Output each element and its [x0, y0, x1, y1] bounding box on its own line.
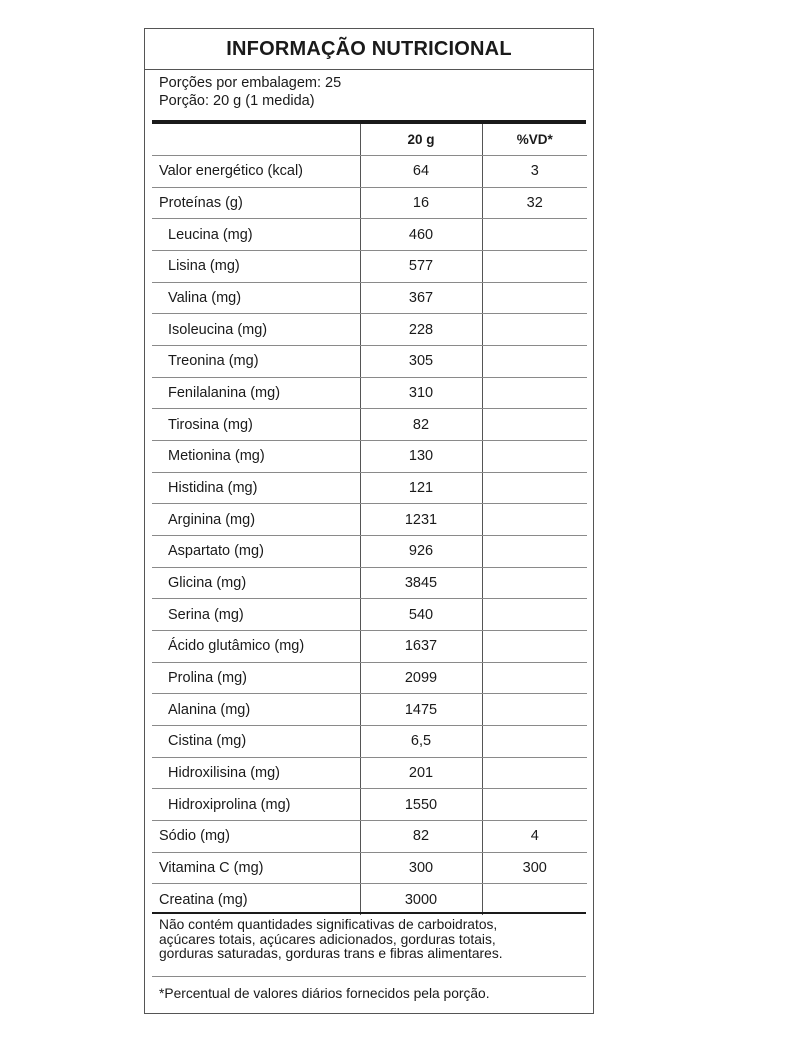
nutrient-daily-value	[482, 599, 587, 631]
nutrient-amount: 82	[360, 409, 482, 441]
table-row	[152, 631, 587, 663]
nutrient-name: Hidroxiprolina (mg)	[152, 789, 360, 821]
bottom-divider	[152, 912, 586, 914]
nutrient-daily-value: 3	[482, 156, 587, 188]
nutrient-name: Serina (mg)	[152, 599, 360, 631]
nutrient-daily-value	[482, 662, 587, 694]
note-line: açúcares totais, açúcares adicionados, gorduras totais,	[159, 931, 496, 947]
nutrient-name: Lisina (mg)	[152, 251, 360, 283]
table-row	[152, 472, 587, 504]
nutrient-daily-value	[482, 536, 587, 568]
table-row	[152, 441, 587, 473]
nutrient-daily-value	[482, 567, 587, 599]
nutrient-name: Isoleucina (mg)	[152, 314, 360, 346]
nutrient-daily-value: 32	[482, 187, 587, 219]
nutrient-daily-value	[482, 789, 587, 821]
table-row	[152, 156, 587, 188]
nutrient-name: Creatina (mg)	[159, 891, 248, 908]
table-row	[152, 599, 587, 631]
nutrient-amount: 16	[360, 187, 482, 219]
nutrient-name: Hidroxilisina (mg)	[152, 757, 360, 789]
table-row	[152, 251, 587, 283]
nutrient-daily-value	[482, 219, 587, 251]
header-nutrient	[152, 124, 360, 156]
table-header-row	[152, 124, 587, 156]
serving-size: Porção: 20 g (1 medida)	[159, 93, 315, 109]
header-serving: 20 g	[360, 124, 482, 156]
table-row	[152, 282, 587, 314]
table-row	[152, 694, 587, 726]
nutrient-daily-value	[482, 314, 587, 346]
nutrient-name: Fenilalanina (mg)	[152, 377, 360, 409]
nutrient-daily-value	[482, 441, 587, 473]
nutrient-name: Tirosina (mg)	[152, 409, 360, 441]
nutrient-name: Valor energético (kcal)	[152, 156, 360, 188]
nutrient-daily-value	[482, 409, 587, 441]
table-row	[152, 409, 587, 441]
nutrient-amount: 310	[360, 377, 482, 409]
note-line: gorduras saturadas, gorduras trans e fibras alimentares.	[159, 946, 503, 961]
nutrient-name: Leucina (mg)	[152, 219, 360, 251]
nutrient-amount: 64	[360, 156, 482, 188]
nutrient-amount: 1550	[360, 789, 482, 821]
nutrient-amount: 926	[360, 536, 482, 568]
nutrient-name: Proteínas (g)	[152, 187, 360, 219]
portions-per-package: Porções por embalagem: 25	[159, 75, 342, 91]
table-row	[152, 377, 587, 409]
nutrient-amount: 82	[360, 820, 482, 852]
label-title: INFORMAÇÃO NUTRICIONAL	[145, 29, 593, 70]
nutrient-amount: 540	[360, 599, 482, 631]
nutrient-amount: 228	[360, 314, 482, 346]
nutrient-daily-value	[482, 884, 587, 916]
nutrient-name: Arginina (mg)	[152, 504, 360, 536]
nutrient-amount: 1475	[360, 694, 482, 726]
nutrient-name: Alanina (mg)	[152, 694, 360, 726]
nutrient-name: Glicina (mg)	[152, 567, 360, 599]
nutrient-amount: 460	[360, 219, 482, 251]
nutrition-table	[152, 124, 587, 915]
nutrient-amount: 1231	[360, 504, 482, 536]
nutrient-name: Metionina (mg)	[152, 441, 360, 473]
nutrient-name: Histidina (mg)	[152, 472, 360, 504]
nutrient-amount: 201	[360, 757, 482, 789]
nutrient-name: Valina (mg)	[152, 282, 360, 314]
nutrient-daily-value	[482, 504, 587, 536]
nutrient-amount: 1637	[360, 631, 482, 663]
table-row	[152, 820, 587, 852]
nutrient-name: Cistina (mg)	[152, 725, 360, 757]
nutrient-daily-value	[482, 631, 587, 663]
nutrition-facts-label	[144, 28, 594, 1014]
nutrient-amount: 130	[360, 441, 482, 473]
nutrient-daily-value	[482, 282, 587, 314]
nutrient-name: Aspartato (mg)	[152, 536, 360, 568]
table-row	[152, 757, 587, 789]
nutrient-name: Sódio (mg)	[152, 820, 360, 852]
table-row	[152, 725, 587, 757]
nutrient-amount: 3845	[360, 567, 482, 599]
nutrient-name: Prolina (mg)	[152, 662, 360, 694]
nutrient-amount: 6,5	[360, 725, 482, 757]
nutrient-name: Treonina (mg)	[152, 346, 360, 378]
table-row	[152, 504, 587, 536]
note-divider	[152, 976, 586, 977]
nutrient-amount: 121	[360, 472, 482, 504]
nutrient-amount: 577	[360, 251, 482, 283]
nutrient-daily-value: 4	[482, 820, 587, 852]
table-row	[152, 187, 587, 219]
nutrient-daily-value	[482, 694, 587, 726]
table-row	[152, 884, 587, 916]
nutrient-daily-value	[482, 346, 587, 378]
nutrient-name: Ácido glutâmico (mg)	[152, 631, 360, 663]
nutrient-daily-value	[482, 472, 587, 504]
nutrition-table-body	[152, 124, 587, 915]
table-row	[152, 789, 587, 821]
nutrient-amount: 300	[360, 852, 482, 884]
nutrient-daily-value	[482, 757, 587, 789]
portions-info	[145, 70, 593, 120]
note-line: Não contém quantidades significativas de carboidratos,	[159, 917, 498, 932]
nutrient-amount: 367	[360, 282, 482, 314]
table-row	[152, 567, 587, 599]
table-row	[152, 219, 587, 251]
nutrient-amount: 2099	[360, 662, 482, 694]
table-row	[152, 314, 587, 346]
table-row	[152, 346, 587, 378]
nutrient-daily-value	[482, 377, 587, 409]
nutrient-daily-value	[482, 251, 587, 283]
disclaimer-note	[159, 918, 584, 962]
table-row	[152, 662, 587, 694]
daily-value-footnote: *Percentual de valores diários fornecidos pela porção.	[159, 986, 490, 1001]
nutrient-amount: 3000	[360, 884, 482, 916]
nutrient-amount: 305	[360, 346, 482, 378]
table-row	[152, 536, 587, 568]
table-row	[152, 852, 587, 884]
header-daily-value: %VD*	[482, 124, 587, 156]
nutrient-daily-value: 300	[482, 852, 587, 884]
nutrient-name: Vitamina C (mg)	[152, 852, 360, 884]
nutrient-daily-value	[482, 725, 587, 757]
